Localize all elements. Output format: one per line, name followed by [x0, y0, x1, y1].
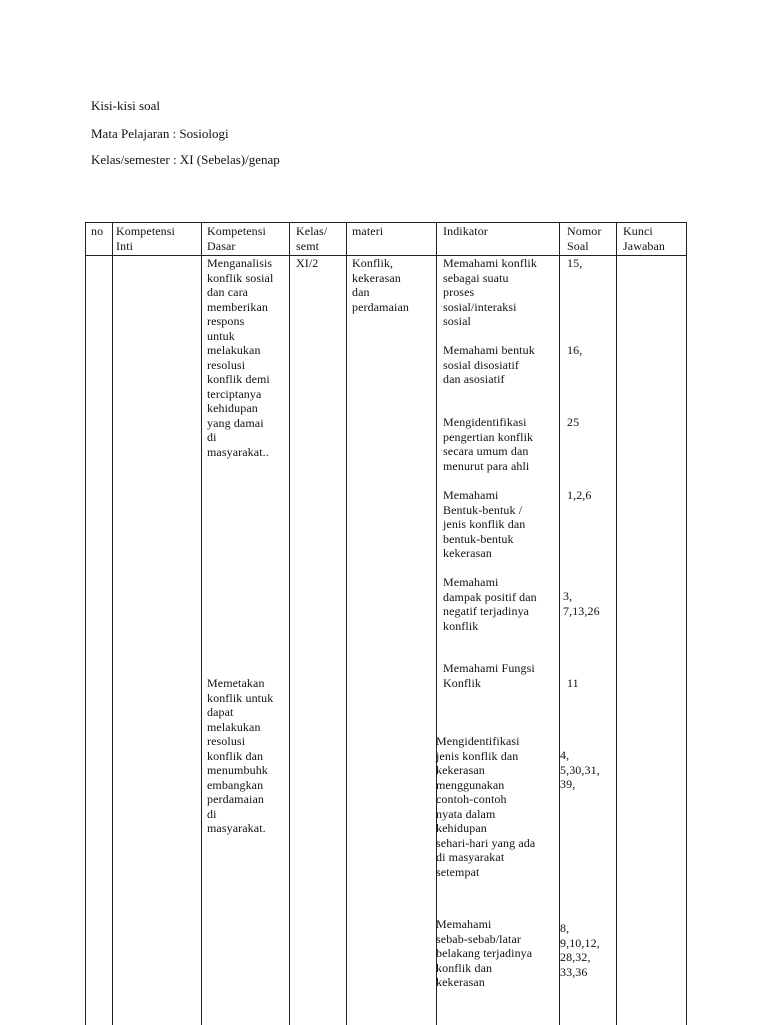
class-semester-line: Kelas/semester : XI (Sebelas)/genap	[91, 152, 280, 167]
nomor-soal-item: 25	[567, 415, 580, 429]
materi-value: Konflik, kekerasan dan perdamaian	[352, 256, 409, 314]
col-header-kunci-jawaban: Kunci Jawaban	[623, 224, 666, 253]
nomor-soal-item: 1,2,6	[567, 488, 592, 502]
col-header-indikator: Indikator	[443, 224, 488, 238]
indikator-item: Memahami konflik sebagai suatu proses sosial/interaksi sosial	[443, 256, 537, 328]
nomor-soal-item: 16,	[567, 343, 583, 357]
indikator-item: Memahami sebab-sebab/latar belakang terjadinya konflik dan kekerasan	[436, 917, 533, 989]
nomor-soal-item: 4, 5,30,31, 39,	[560, 748, 600, 791]
kisi-kisi-table	[85, 222, 687, 1025]
subject-line: Mata Pelajaran : Sosiologi	[91, 126, 229, 141]
nomor-soal-item: 3, 7,13,26	[563, 589, 600, 618]
kompetensi-dasar-2: Memetakan konflik untuk dapat melakukan resolusi konflik dan menumbuhk embangkan perdamaian di masyarakat.	[207, 676, 274, 835]
nomor-soal-item: 15,	[567, 256, 583, 270]
indikator-item: Memahami Bentuk-bentuk / jenis konflik dan bentuk-bentuk kekerasan	[443, 488, 526, 560]
column-divider	[346, 223, 347, 1025]
column-divider	[201, 223, 202, 1025]
col-header-kompetensi-inti: Kompetensi Inti	[116, 224, 175, 253]
column-divider	[616, 223, 617, 1025]
col-header-nomor-soal: Nomor Soal	[567, 224, 602, 253]
indikator-item: Mengidentifikasi jenis konflik dan kekerasan menggunakan contoh-contoh nyata dalam kehidupan sehari-hari yang ada di masyarakat setempat	[436, 734, 536, 879]
col-header-materi: materi	[352, 224, 384, 238]
kompetensi-dasar-1: Menganalisis konflik sosial dan cara memberikan respons untuk melakukan resolusi konflik demi terciptanya kehidupan yang damai di masyarakat..	[207, 256, 274, 459]
column-divider	[112, 223, 113, 1025]
column-divider	[436, 223, 437, 1025]
document-title: Kisi-kisi soal	[91, 98, 160, 113]
col-header-kompetensi-dasar: Kompetensi Dasar	[207, 224, 266, 253]
indikator-item: Memahami Fungsi Konflik	[443, 661, 535, 690]
indikator-item: Mengidentifikasi pengertian konflik secara umum dan menurut para ahli	[443, 415, 534, 473]
nomor-soal-item: 11	[567, 676, 579, 690]
kelas-semester-value: XI/2	[296, 256, 319, 270]
column-divider	[559, 223, 560, 1025]
nomor-soal-item: 8, 9,10,12, 28,32, 33,36	[560, 921, 600, 979]
column-divider	[686, 223, 687, 1025]
indikator-item: Memahami bentuk sosial disosiatif dan asosiatif	[443, 343, 535, 386]
col-header-kelas-semt: Kelas/ semt	[296, 224, 328, 253]
col-header-no: no	[91, 224, 104, 238]
indikator-item: Memahami dampak positif dan negatif terjadinya konflik	[443, 575, 537, 633]
